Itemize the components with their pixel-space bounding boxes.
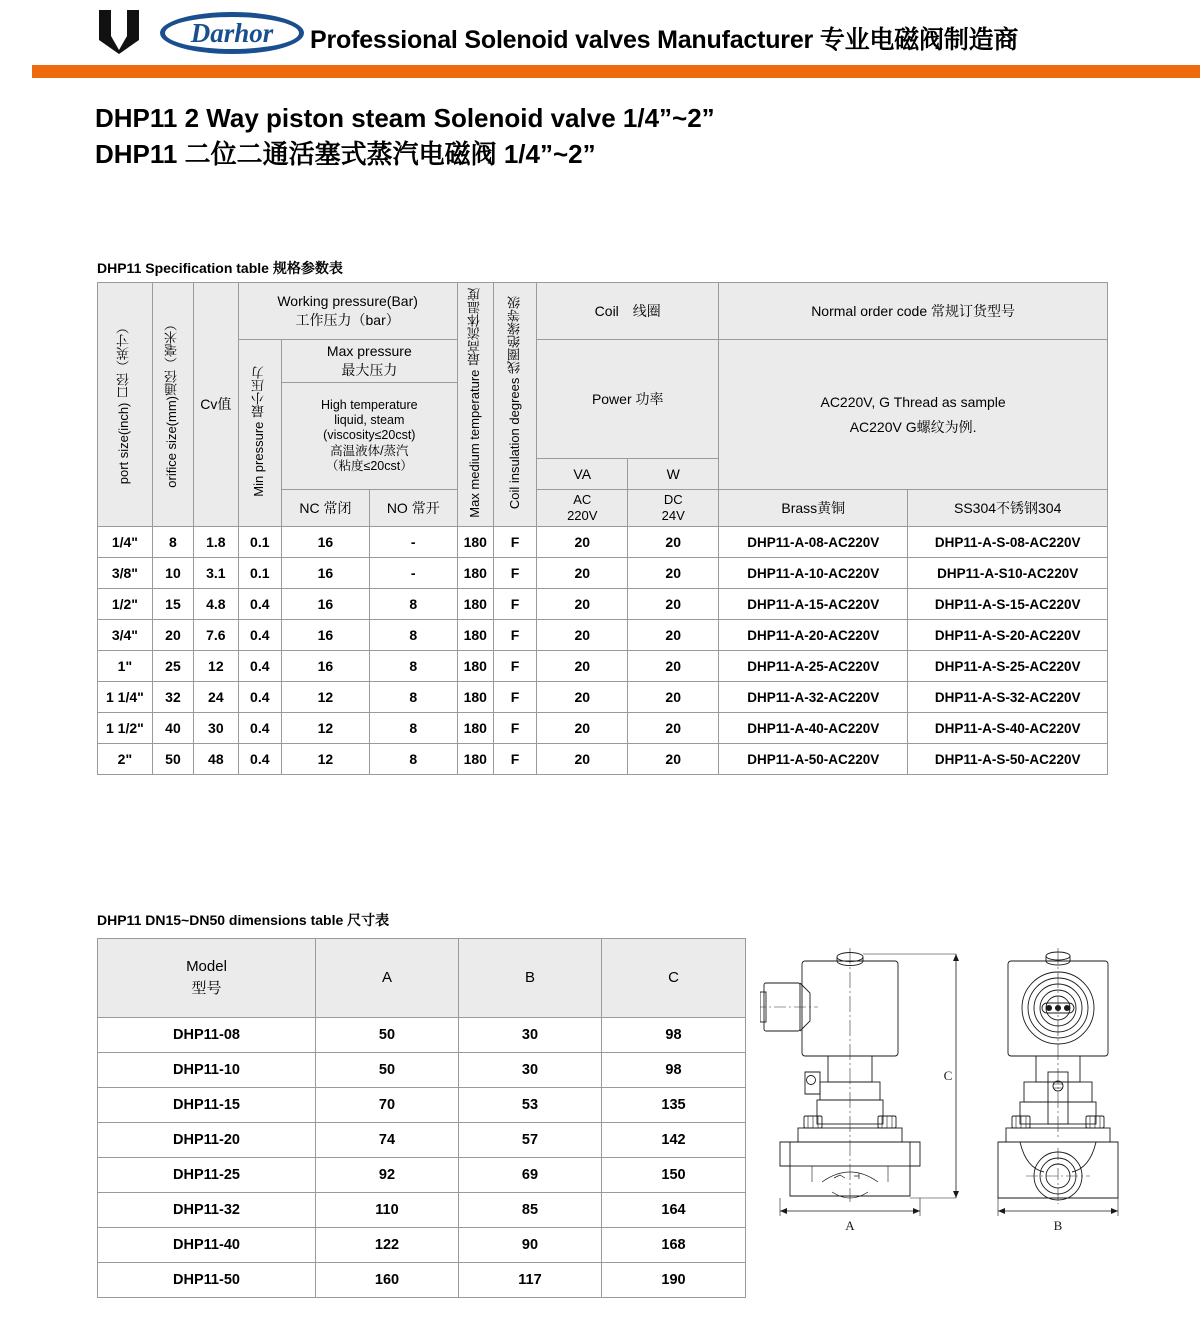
cell-min-pressure: 0.4 (238, 651, 281, 682)
dim-model-cn: 型号 (191, 980, 222, 997)
nc-label: NC 常闭 (299, 499, 352, 516)
cell-ss304-code: DHP11-A-S-32-AC220V (908, 682, 1108, 713)
cell-w-power: 20 (628, 682, 719, 713)
order-note-en: AC220V, G Thread as sample (820, 393, 1006, 410)
cell-brass-code: DHP11-A-10-AC220V (719, 558, 908, 589)
cell-va-power: 20 (537, 589, 628, 620)
col-header-cv (194, 283, 238, 527)
cell-no-pressure: 8 (369, 744, 457, 775)
dimensions-table-row (98, 1123, 746, 1158)
valve-drawings-svg (760, 940, 1180, 1270)
cell-dim-c: 150 (602, 1158, 746, 1193)
cell-max-medium-temp: 180 (457, 620, 493, 651)
spec-table-row (98, 713, 1108, 744)
cell-cv: 1.8 (194, 527, 238, 558)
cell-w-power: 20 (628, 527, 719, 558)
cell-w-power: 20 (628, 620, 719, 651)
cell-va-power: 20 (537, 527, 628, 558)
cell-nc-pressure: 12 (281, 713, 369, 744)
cell-no-pressure: 8 (369, 589, 457, 620)
col-header-orifice-size-label: orifice size(mm)通径（毫米） (164, 318, 180, 488)
cell-ss304-code: DHP11-A-S-08-AC220V (908, 527, 1108, 558)
no-label: NO 常开 (386, 499, 440, 516)
dc24v-line2: 24V (661, 508, 685, 523)
cell-model: DHP11-50 (98, 1263, 316, 1298)
page-title-line-en: DHP11 2 Way piston steam Solenoid valve 1/4”~2” (95, 103, 715, 133)
cell-dim-a: 50 (316, 1018, 459, 1053)
cell-dim-c: 168 (602, 1228, 746, 1263)
spec-table-caption: DHP11 Specification table 规格参数表 (97, 260, 343, 276)
cell-min-pressure: 0.4 (238, 744, 281, 775)
darhor-logo (160, 12, 304, 54)
cell-max-medium-temp: 180 (457, 682, 493, 713)
cell-no-pressure: 8 (369, 713, 457, 744)
cell-model: DHP11-10 (98, 1053, 316, 1088)
cell-ss304-code: DHP11-A-S-20-AC220V (908, 620, 1108, 651)
order-code-label: Normal order code 常规订货型号 (811, 302, 1016, 319)
cell-min-pressure: 0.4 (238, 682, 281, 713)
col-header-power (537, 340, 719, 459)
cell-min-pressure: 0.1 (238, 527, 281, 558)
cell-model: DHP11-25 (98, 1158, 316, 1193)
high-temp-line3: (viscosity≤20cst) (323, 428, 416, 443)
cell-cv: 3.1 (194, 558, 238, 589)
shield-crown-icon (95, 8, 143, 56)
cell-model: DHP11-08 (98, 1018, 316, 1053)
cell-brass-code: DHP11-A-25-AC220V (719, 651, 908, 682)
cell-port-size: 1/4" (98, 527, 153, 558)
spec-table-row (98, 558, 1108, 589)
cell-brass-code: DHP11-A-32-AC220V (719, 682, 908, 713)
cell-min-pressure: 0.1 (238, 558, 281, 589)
cell-min-pressure: 0.4 (238, 589, 281, 620)
cell-max-medium-temp: 180 (457, 744, 493, 775)
col-header-order-code (719, 283, 1108, 340)
dimensions-table-row (98, 1158, 746, 1193)
cell-cv: 12 (194, 651, 238, 682)
cell-coil-insulation: F (493, 682, 536, 713)
ss304-label: SS304不锈钢304 (953, 499, 1062, 516)
max-pressure-cn: 最大压力 (341, 362, 398, 378)
working-pressure-en: Working pressure(Bar) (277, 293, 418, 310)
cell-dim-b: 57 (459, 1123, 602, 1158)
dim-model-en: Model (186, 957, 227, 975)
max-pressure-en: Max pressure (326, 343, 412, 360)
dim-col-header-model (98, 939, 316, 1018)
cell-va-power: 20 (537, 713, 628, 744)
cell-dim-a: 110 (316, 1193, 459, 1228)
col-header-cv-label: Cv值 (200, 396, 232, 413)
dim-col-header-a: A (316, 939, 459, 1018)
cell-model: DHP11-15 (98, 1088, 316, 1123)
cell-nc-pressure: 12 (281, 682, 369, 713)
spec-table-row (98, 527, 1108, 558)
cell-dim-b: 69 (459, 1158, 602, 1193)
working-pressure-cn: 工作压力（bar） (295, 312, 400, 328)
dimensions-table-row (98, 1263, 746, 1298)
col-header-w (628, 459, 719, 490)
order-note-cn: AC220V G螺纹为例. (849, 418, 977, 435)
cell-coil-insulation: F (493, 620, 536, 651)
cell-coil-insulation: F (493, 558, 536, 589)
dim-col-header-c: C (602, 939, 746, 1018)
cell-nc-pressure: 12 (281, 744, 369, 775)
dim-table-caption: DHP11 DN15~DN50 dimensions table 尺寸表 (97, 912, 390, 928)
cell-nc-pressure: 16 (281, 651, 369, 682)
cell-no-pressure: 8 (369, 651, 457, 682)
side-view-drawing (998, 948, 1118, 1204)
cell-ss304-code: DHP11-A-S10-AC220V (908, 558, 1108, 589)
cell-w-power: 20 (628, 713, 719, 744)
cell-dim-b: 53 (459, 1088, 602, 1123)
cell-coil-insulation: F (493, 527, 536, 558)
cell-brass-code: DHP11-A-15-AC220V (719, 589, 908, 620)
spec-table-body (98, 527, 1108, 775)
cell-w-power: 20 (628, 558, 719, 589)
cell-brass-code: DHP11-A-20-AC220V (719, 620, 908, 651)
cell-cv: 48 (194, 744, 238, 775)
power-label: Power 功率 (591, 390, 664, 407)
cell-coil-insulation: F (493, 589, 536, 620)
cell-nc-pressure: 16 (281, 620, 369, 651)
brass-label: Brass黄铜 (781, 499, 846, 516)
col-header-ss304 (908, 490, 1108, 527)
cell-max-medium-temp: 180 (457, 589, 493, 620)
dimension-c-label: C (943, 1068, 953, 1083)
cell-cv: 7.6 (194, 620, 238, 651)
cell-nc-pressure: 16 (281, 589, 369, 620)
col-header-nc (281, 490, 369, 527)
cell-port-size: 1 1/4" (98, 682, 153, 713)
cell-dim-c: 98 (602, 1018, 746, 1053)
cell-orifice-size: 40 (152, 713, 193, 744)
col-header-high-temperature (281, 383, 457, 490)
spec-table-row (98, 651, 1108, 682)
cell-va-power: 20 (537, 620, 628, 651)
high-temp-line2: liquid, steam (334, 413, 405, 428)
col-header-port-size (98, 283, 153, 527)
ac220v-line2: 220V (567, 508, 598, 523)
cell-orifice-size: 25 (152, 651, 193, 682)
cell-cv: 4.8 (194, 589, 238, 620)
cell-dim-a: 92 (316, 1158, 459, 1193)
dimension-a (780, 1198, 920, 1233)
cell-port-size: 1/2" (98, 589, 153, 620)
col-header-coil (537, 283, 719, 340)
cell-nc-pressure: 16 (281, 527, 369, 558)
col-header-no (369, 490, 457, 527)
col-header-brass (719, 490, 908, 527)
va-label: VA (573, 465, 592, 482)
cell-orifice-size: 8 (152, 527, 193, 558)
cell-nc-pressure: 16 (281, 558, 369, 589)
spec-table-row (98, 682, 1108, 713)
dimension-c (863, 954, 959, 1198)
page-title (95, 100, 715, 172)
cell-no-pressure: - (369, 558, 457, 589)
cell-port-size: 3/8" (98, 558, 153, 589)
dim-col-header-b: B (459, 939, 602, 1018)
cell-dim-b: 30 (459, 1018, 602, 1053)
cell-max-medium-temp: 180 (457, 713, 493, 744)
cell-no-pressure: 8 (369, 620, 457, 651)
technical-drawings (760, 940, 1180, 1270)
col-header-working-pressure (238, 283, 457, 340)
cell-coil-insulation: F (493, 744, 536, 775)
cell-model: DHP11-32 (98, 1193, 316, 1228)
dimensions-table-row (98, 1053, 746, 1088)
cell-dim-b: 30 (459, 1053, 602, 1088)
cell-dim-c: 135 (602, 1088, 746, 1123)
cell-ss304-code: DHP11-A-S-15-AC220V (908, 589, 1108, 620)
col-header-coil-insulation-label: Coil insulation degrees 线圈绝缘等级 (506, 296, 522, 510)
spec-table-row (98, 744, 1108, 775)
cell-dim-a: 50 (316, 1053, 459, 1088)
col-header-min-pressure-label: Min pressure 最小压力 (251, 366, 267, 497)
cell-model: DHP11-40 (98, 1228, 316, 1263)
cell-dim-c: 164 (602, 1193, 746, 1228)
coil-label: Coil 线圈 (594, 302, 661, 319)
cell-dim-c: 98 (602, 1053, 746, 1088)
page-header (0, 0, 1200, 86)
cell-min-pressure: 0.4 (238, 620, 281, 651)
cell-model: DHP11-20 (98, 1123, 316, 1158)
cell-port-size: 2" (98, 744, 153, 775)
cell-orifice-size: 50 (152, 744, 193, 775)
cell-port-size: 1 1/2" (98, 713, 153, 744)
dimensions-table-row (98, 1193, 746, 1228)
cell-brass-code: DHP11-A-50-AC220V (719, 744, 908, 775)
cell-coil-insulation: F (493, 651, 536, 682)
cell-w-power: 20 (628, 651, 719, 682)
spec-table-row (98, 620, 1108, 651)
cell-ss304-code: DHP11-A-S-50-AC220V (908, 744, 1108, 775)
col-header-va (537, 459, 628, 490)
cell-dim-b: 90 (459, 1228, 602, 1263)
cell-no-pressure: 8 (369, 682, 457, 713)
cell-orifice-size: 10 (152, 558, 193, 589)
ac220v-line1: AC (573, 491, 592, 507)
cell-va-power: 20 (537, 682, 628, 713)
cell-dim-a: 160 (316, 1263, 459, 1298)
cell-dim-c: 142 (602, 1123, 746, 1158)
col-header-ac220v (537, 490, 628, 527)
dimensions-table-body (98, 1018, 746, 1298)
high-temp-line1: High temperature (321, 397, 418, 412)
cell-ss304-code: DHP11-A-S-25-AC220V (908, 651, 1108, 682)
cell-coil-insulation: F (493, 713, 536, 744)
cell-cv: 30 (194, 713, 238, 744)
cell-dim-a: 74 (316, 1123, 459, 1158)
dc24v-line1: DC (663, 491, 683, 507)
accent-divider (32, 65, 1200, 78)
cell-w-power: 20 (628, 744, 719, 775)
col-header-coil-insulation (493, 283, 536, 527)
cell-dim-b: 117 (459, 1263, 602, 1298)
high-temp-line5: （粘度≤20cst） (325, 458, 413, 473)
spec-table (97, 282, 1108, 775)
cell-dim-c: 190 (602, 1263, 746, 1298)
logo-text: Darhor (190, 18, 274, 48)
col-header-max-pressure (281, 340, 457, 383)
cell-va-power: 20 (537, 558, 628, 589)
cell-port-size: 1" (98, 651, 153, 682)
cell-orifice-size: 20 (152, 620, 193, 651)
cell-min-pressure: 0.4 (238, 713, 281, 744)
cell-w-power: 20 (628, 589, 719, 620)
col-header-port-size-label: port size(inch) 口径（英寸） (116, 321, 132, 485)
cell-dim-b: 85 (459, 1193, 602, 1228)
col-header-dc24v (628, 490, 719, 527)
cell-brass-code: DHP11-A-40-AC220V (719, 713, 908, 744)
col-header-max-medium-temp (457, 283, 493, 527)
dimensions-table-row (98, 1018, 746, 1053)
dimension-a-label: A (845, 1218, 855, 1233)
high-temp-line4: 高温液体/蒸汽 (330, 443, 409, 458)
page-title-line-cn: DHP11 二位二通活塞式蒸汽电磁阀 1/4”~2” (95, 139, 596, 169)
cell-max-medium-temp: 180 (457, 558, 493, 589)
col-header-orifice-size (152, 283, 193, 527)
cell-max-medium-temp: 180 (457, 527, 493, 558)
cell-brass-code: DHP11-A-08-AC220V (719, 527, 908, 558)
dimensions-table-row (98, 1228, 746, 1263)
cell-ss304-code: DHP11-A-S-40-AC220V (908, 713, 1108, 744)
front-view-drawing (760, 948, 920, 1202)
cell-orifice-size: 32 (152, 682, 193, 713)
cell-port-size: 3/4" (98, 620, 153, 651)
dimensions-table-row (98, 1088, 746, 1123)
cell-cv: 24 (194, 682, 238, 713)
company-tagline: Professional Solenoid valves Manufacturer 专业电磁阀制造商 (310, 26, 1019, 54)
w-label: W (666, 465, 680, 482)
col-header-max-medium-temp-label: Max medium temperature 最高流体温度 (466, 288, 482, 518)
spec-table-row (98, 589, 1108, 620)
dimension-b-label: B (1053, 1218, 1063, 1233)
cell-va-power: 20 (537, 744, 628, 775)
col-header-order-note (719, 340, 1108, 490)
cell-va-power: 20 (537, 651, 628, 682)
cell-max-medium-temp: 180 (457, 651, 493, 682)
dimensions-table (97, 938, 746, 1298)
cell-orifice-size: 15 (152, 589, 193, 620)
cell-dim-a: 70 (316, 1088, 459, 1123)
cell-no-pressure: - (369, 527, 457, 558)
col-header-min-pressure (238, 340, 281, 527)
cell-dim-a: 122 (316, 1228, 459, 1263)
